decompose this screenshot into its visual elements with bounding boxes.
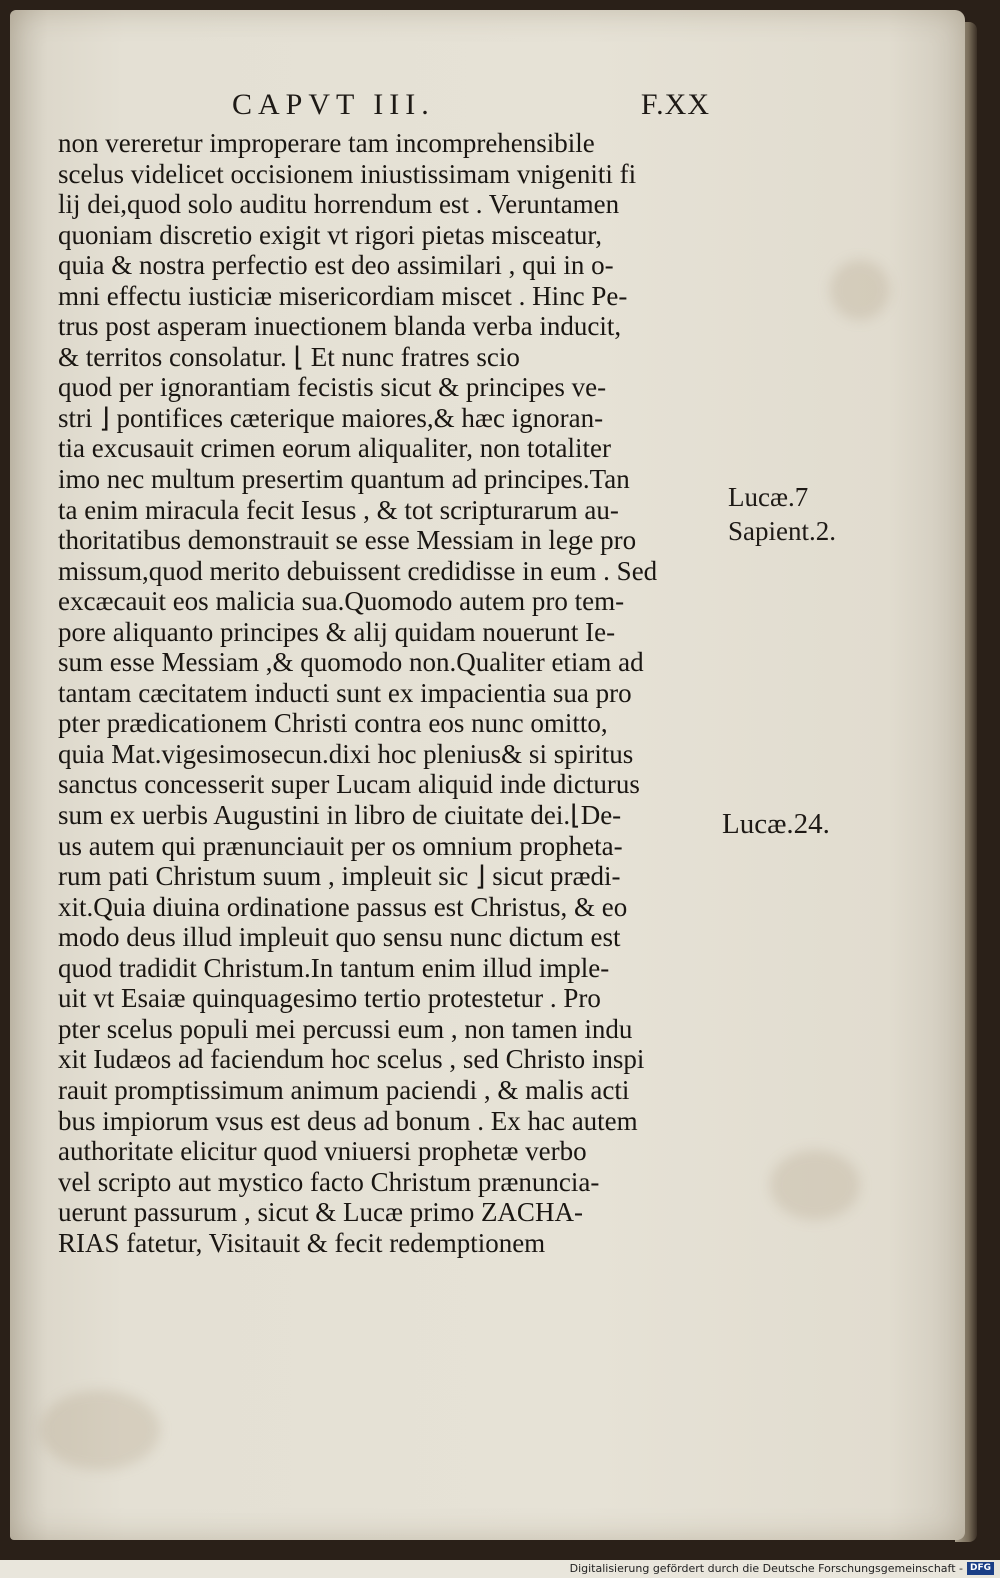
body-text-block [58, 128, 718, 1258]
paper-stain [830, 260, 890, 320]
text-line: rauit promptissimum animum paciendi , & malis acti [58, 1074, 630, 1105]
digitization-credit [570, 1560, 994, 1576]
text-line: non vereretur improperare tam incomprehensibile [58, 128, 595, 158]
credit-text: Digitalisierung gefördert durch die Deutsche Forschungsgemeinschaft - [569, 1561, 963, 1575]
text-line: imo nec multum presertim quantum ad principes.Tan [58, 464, 630, 495]
text-line: thoritatibus demonstrauit se esse Messiam in lege pro [58, 525, 637, 556]
text-line: uerunt passurum , sicut & Lucæ primo ZACHA- [58, 1197, 583, 1228]
text-line: vel scripto aut mystico facto Christum prænuncia- [58, 1166, 600, 1197]
text-line: tia excusauit crimen eorum aliqualiter, non totaliter [58, 433, 611, 464]
text-line: pore aliquanto principes & alij quidam nouerunt Ie- [58, 616, 616, 647]
text-line: sum esse Messiam ,& quomodo non.Qualiter etiam ad [58, 647, 644, 678]
text-line: us autem qui prænunciauit per os omnium propheta- [58, 830, 623, 861]
text-line: sum ex uerbis Augustini in libro de ciuitate dei.⌊De- [58, 800, 622, 831]
chapter-heading: CAPVT III. [232, 88, 435, 121]
text-line: pter scelus populi mei percussi eum , non tamen indu [58, 1013, 633, 1044]
text-line: ta enim miracula fecit Iesus , & tot scripturarum au- [58, 494, 619, 525]
text-line: modo deus illud impleuit quo sensu nunc dictum est [58, 922, 621, 953]
text-line: quod per ignorantiam fecistis sicut & principes ve- [58, 372, 607, 403]
text-line: RIAS fatetur, Visitauit & fecit redemptionem [58, 1227, 546, 1258]
text-line: quia & nostra perfectio est deo assimilari , qui in o- [58, 250, 614, 281]
text-line: xit.Quia diuina ordinatione passus est Christus, & eo [58, 891, 628, 922]
margin-note: Sapient.2. [728, 516, 836, 546]
text-line: quoniam discretio exigit vt rigori pietas misceatur, [58, 219, 603, 250]
text-line: authoritate elicitur quod vniuersi prophetæ verbo [58, 1136, 587, 1167]
text-line: tantam cæcitatem inducti sunt ex impacientia sua pro [58, 677, 632, 708]
text-line: quia Mat.vigesimosecun.dixi hoc plenius& si spiritus [58, 738, 634, 769]
paper-stain [40, 1390, 160, 1470]
text-line: & territos consolatur. ⌊ Et nunc fratres scio [58, 341, 520, 372]
text-line: scelus videlicet occisionem iniustissimam vnigeniti fi [58, 158, 637, 189]
text-line: missum,quod merito debuissent credidisse in eum . Sed [58, 555, 658, 586]
paper-stain [770, 1150, 860, 1220]
text-line: stri ⌋ pontifices cæterique maiores,& hæc ignoran- [58, 402, 604, 433]
text-line: mni effectu iusticiæ misericordiam miscet . Hinc Pe- [58, 280, 628, 311]
running-header [232, 88, 710, 128]
margin-note: Lucæ.7 [728, 482, 809, 512]
text-line: excæcauit eos malicia sua.Quomodo autem pro tem- [58, 586, 625, 617]
dfg-logo: DFG [967, 1562, 994, 1575]
text-line: rum pati Christum suum , impleuit sic ⌋ sicut prædi- [58, 861, 621, 892]
text-line: sanctus concesserit super Lucam aliquid inde dicturus [58, 769, 640, 800]
text-line: xit Iudæos ad faciendum hoc scelus , sed Christo inspi [58, 1044, 645, 1075]
text-line: trus post asperam inuectionem blanda verba inducit, [58, 311, 622, 342]
text-line: uit vt Esaiæ quinquagesimo tertio protestetur . Pro [58, 983, 601, 1014]
margin-note: Lucæ.24. [722, 808, 830, 840]
text-line: lij dei,quod solo auditu horrendum est . Veruntamen [58, 189, 620, 220]
folio-number: F.XX [640, 88, 710, 121]
text-line: quod tradidit Christum.In tantum enim illud imple- [58, 952, 610, 983]
text-line: pter prædicationem Christi contra eos nunc omitto, [58, 708, 608, 739]
text-line: bus impiorum vsus est deus ad bonum . Ex hac autem [58, 1105, 638, 1136]
